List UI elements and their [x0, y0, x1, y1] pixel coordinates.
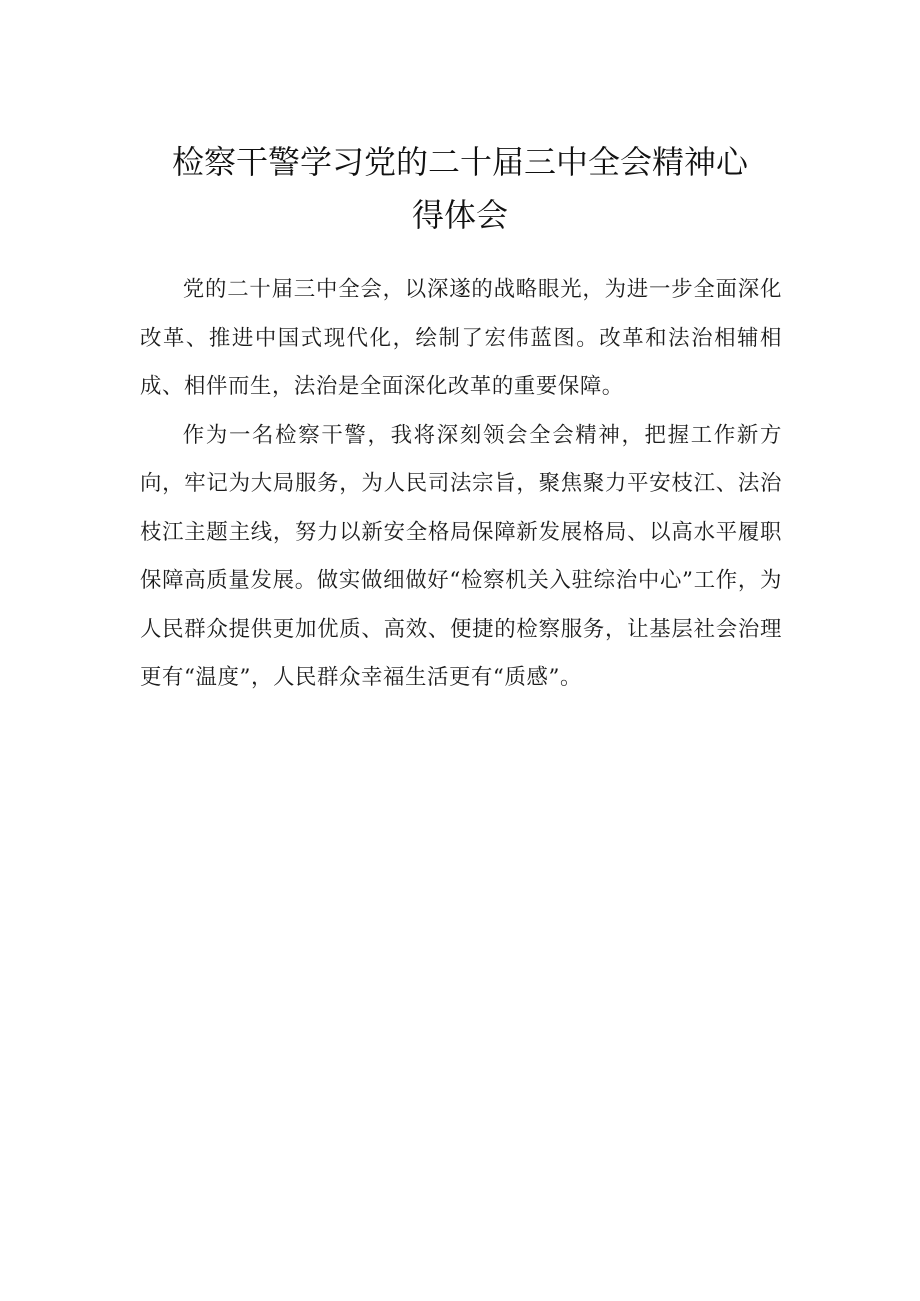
- document-body: [140, 266, 782, 703]
- document-title: [140, 136, 780, 242]
- document-title-line-1: 检察干警学习党的二十届三中全会精神心: [171, 143, 748, 181]
- paragraph-2: 作为一名检察干警，我将深刻领会全会精神，把握工作新方向，牢记为大局服务，为人民司法宗旨，聚焦聚力平安枝江、法治枝江主题主线，努力以新安全格局保障新发展格局、以高水平履职保障高质量发展。做实做细做好“检察机关入驻综治中心”工作，为人民群众提供更加优质、高效、便捷的检察服务，让基层社会治理更有“温度”，人民群众幸福生活更有“质感”。: [140, 422, 782, 690]
- paragraph-1: 党的二十届三中全会，以深遂的战略眼光，为进一步全面深化改革、推进中国式现代化，绘制了宏伟蓝图。改革和法治相辅相成、相伴而生，法治是全面深化改革的重要保障。: [140, 277, 782, 399]
- document-title-line-2: 得体会: [411, 196, 508, 234]
